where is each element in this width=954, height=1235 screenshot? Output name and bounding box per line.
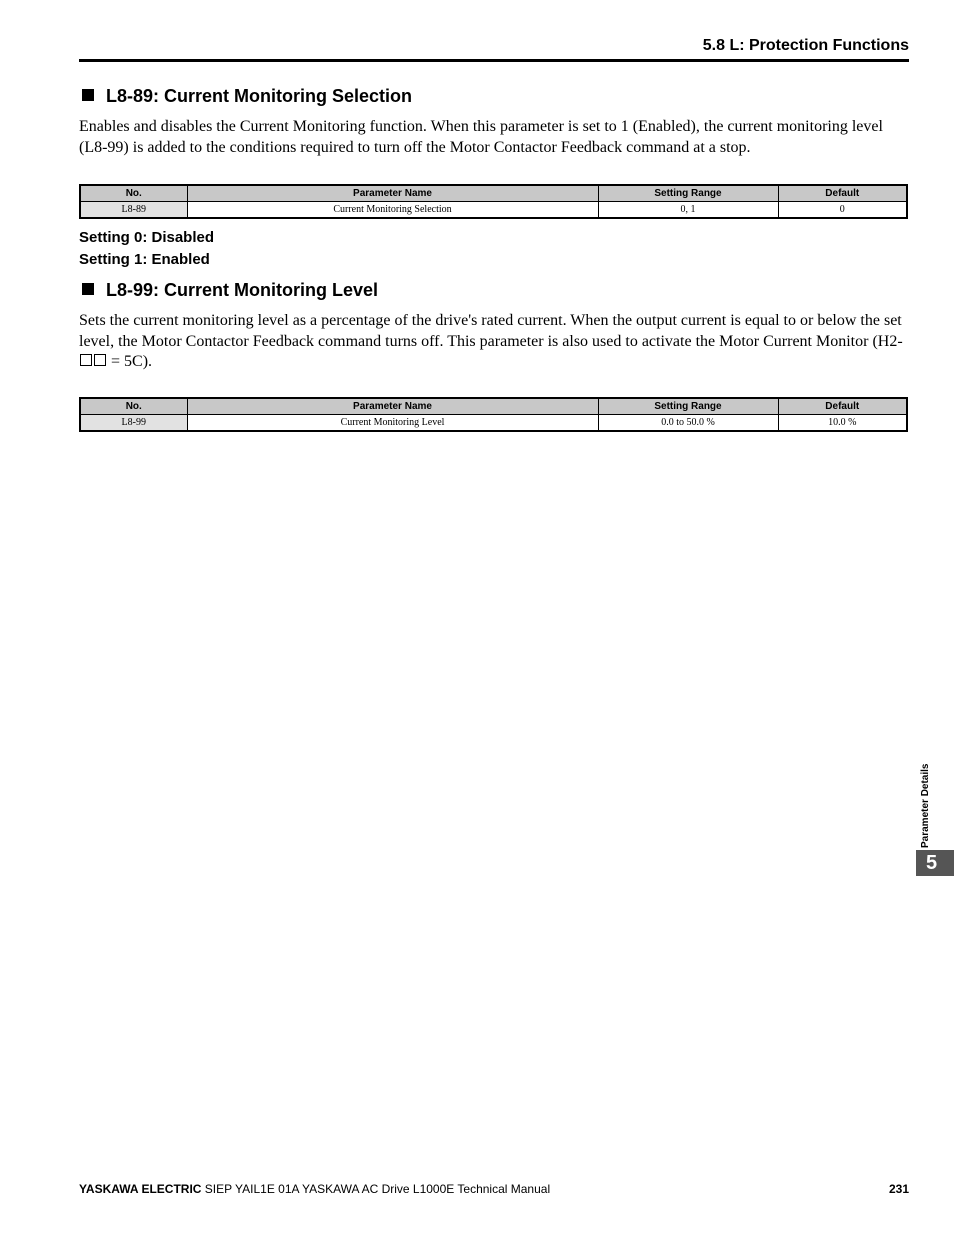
placeholder-box-icon: [80, 354, 92, 366]
col-header-default: Default: [778, 398, 907, 415]
col-header-no: No.: [80, 398, 187, 415]
table-row: [80, 202, 907, 219]
cell-parameter-name: Current Monitoring Level: [187, 415, 598, 432]
section-heading-l8-89: [82, 86, 412, 107]
section-body-l8-99: [79, 311, 909, 373]
body-text-part1: Sets the current monitoring level as a percentage of the drive's rated current. When the output current is equal to or below the set level, the Motor Contactor Feedback command turns off. This parameter is also used to activate the Motor Current Monitor (H2-: [79, 312, 903, 350]
square-bullet-icon: [82, 89, 94, 101]
cell-setting-range: 0, 1: [598, 202, 778, 219]
side-tab-label: Parameter Details: [920, 763, 931, 848]
section-heading-text: L8-99: Current Monitoring Level: [106, 280, 379, 300]
col-header-parameter-name: Parameter Name: [187, 185, 598, 202]
square-bullet-icon: [82, 283, 94, 295]
section-heading-l8-99: [82, 280, 378, 301]
col-header-default: Default: [778, 185, 907, 202]
setting-0-label: Setting 0: Disabled: [79, 229, 215, 246]
table-header-row: [80, 398, 907, 415]
footer-doc-title: SIEP YAIL1E 01A YASKAWA AC Drive L1000E Technical Manual: [201, 1182, 551, 1196]
cell-setting-range: 0.0 to 50.0 %: [598, 415, 778, 432]
col-header-no: No.: [80, 185, 187, 202]
setting-1-label: Setting 1: Enabled: [79, 251, 210, 268]
cell-default: 10.0 %: [778, 415, 907, 432]
col-header-parameter-name: Parameter Name: [187, 398, 598, 415]
col-header-setting-range: Setting Range: [598, 398, 778, 415]
parameter-table-l8-89: [79, 184, 908, 219]
footer: [79, 1182, 909, 1196]
table-header-row: [80, 185, 907, 202]
footer-brand: YASKAWA ELECTRIC: [79, 1182, 202, 1196]
cell-no: L8-89: [80, 202, 187, 219]
table-row: [80, 415, 907, 432]
cell-default: 0: [778, 202, 907, 219]
page-number: 231: [888, 1182, 909, 1196]
running-header-title: 5.8 L: Protection Functions: [702, 37, 909, 54]
section-body-l8-89: Enables and disables the Current Monitoring function. When this parameter is set to 1 (Enabled), the current monitoring level (L8-99) is added to the conditions required to turn off the Motor Contactor Feedback command at a stop.: [79, 118, 883, 156]
parameter-table-l8-99: [79, 397, 908, 432]
section-heading-text: L8-89: Current Monitoring Selection: [106, 86, 413, 106]
header-rule: [79, 59, 909, 62]
cell-no: L8-99: [80, 415, 187, 432]
body-text-part2: = 5C).: [107, 353, 153, 370]
placeholder-box-icon: [94, 354, 106, 366]
side-tab-chapter-number: 5: [916, 850, 954, 876]
col-header-setting-range: Setting Range: [598, 185, 778, 202]
cell-parameter-name: Current Monitoring Selection: [187, 202, 598, 219]
